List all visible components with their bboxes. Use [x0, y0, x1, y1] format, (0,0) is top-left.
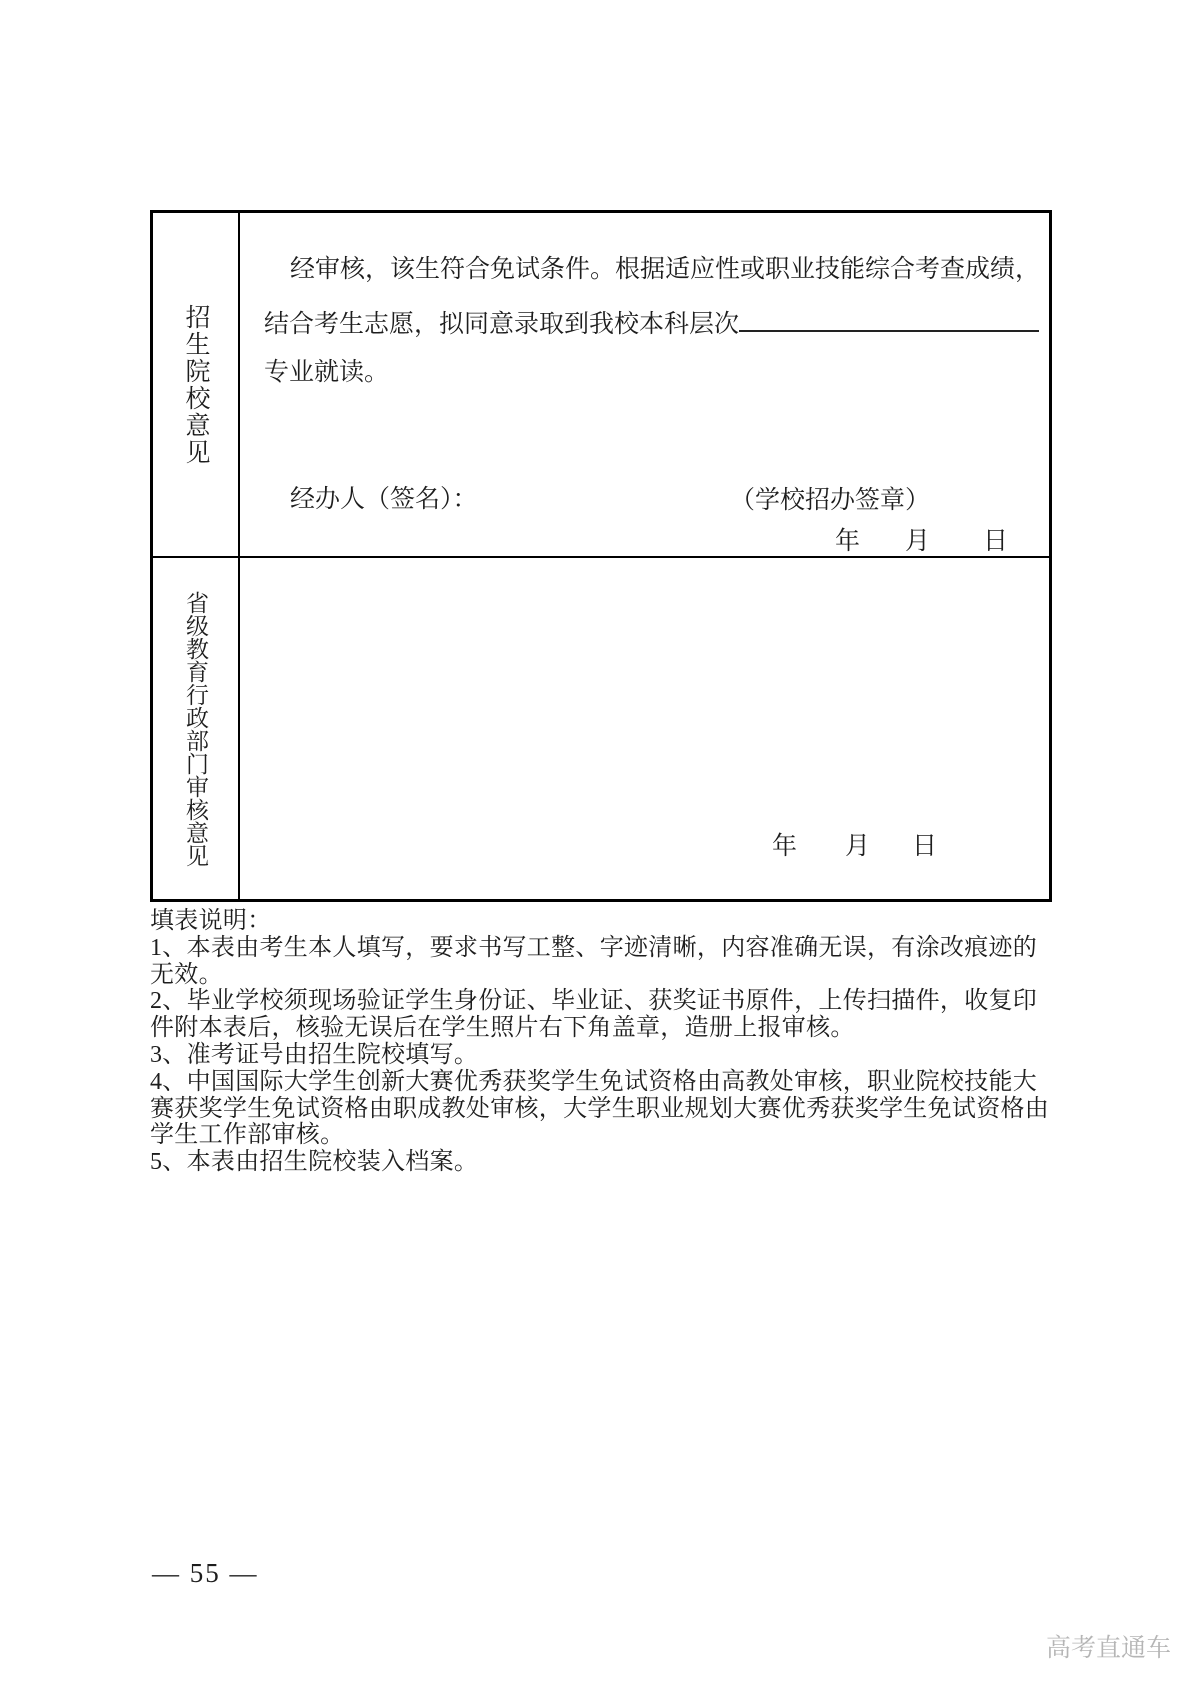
note-line-9: 5、本表由招生院校装入档案。	[150, 1149, 479, 1176]
form-instructions	[150, 908, 1050, 1176]
date-year-label: 年	[772, 833, 798, 860]
school-seal-label: （学校招办签章）	[730, 487, 931, 514]
date-month-label: 月	[905, 528, 931, 555]
table-row-admissions-opinion	[153, 213, 1049, 558]
row-header-cell	[153, 213, 240, 556]
notes-title: 填表说明：	[150, 908, 272, 934]
note-line-8: 学生工作部审核。	[150, 1122, 345, 1149]
note-line-1: 1、本表由考生本人填写，要求书写工整、字迹清晰，内容准确无误，有涂改痕迹的	[150, 934, 1038, 961]
date-day-label: 日	[912, 833, 938, 860]
note-line-3: 2、毕业学校须现场验证学生身份证、毕业证、获奖证书原件，上传扫描件，收复印	[150, 988, 1038, 1015]
row-header-cell	[153, 558, 240, 899]
note-line-7: 赛获奖学生免试资格由职成教处审核，大学生职业规划大赛优秀获奖学生免试资格由	[150, 1095, 1050, 1122]
date-day-label: 日	[983, 528, 1009, 555]
opinion-text-line-2-text: 结合考生志愿，拟同意录取到我校本科层次	[264, 311, 740, 338]
table-row-provincial-review	[153, 558, 1049, 899]
opinion-text-line-2	[264, 307, 1039, 340]
page-number: — 55 —	[152, 1558, 259, 1588]
date-year-label: 年	[835, 528, 861, 555]
admissions-opinion-content	[240, 213, 1049, 556]
note-line-4: 件附本表后，核验无误后在学生照片右下角盖章，造册上报审核。	[150, 1015, 855, 1042]
major-blank-underline	[739, 307, 1039, 332]
row-label-admissions-opinion: 招生院校意见	[182, 303, 209, 466]
opinion-text-line-1: 经审核，该生符合免试条件。根据适应性或职业技能综合考查成绩，	[290, 256, 1041, 283]
watermark-text: 高考直通车	[1046, 1635, 1172, 1662]
note-line-2: 无效。	[150, 961, 223, 988]
opinion-table	[150, 210, 1052, 902]
handler-signature-label: 经办人（签名）：	[290, 486, 478, 513]
row-label-provincial-review: 省级教育行政部门审核意见	[183, 590, 208, 867]
note-line-5: 3、准考证号由招生院校填写。	[150, 1041, 479, 1068]
provincial-review-content	[240, 558, 1049, 899]
date-month-label: 月	[845, 833, 871, 860]
note-line-6: 4、中国国际大学生创新大赛优秀获奖学生免试资格由高教处审核，职业院校技能大	[150, 1068, 1038, 1095]
opinion-text-line-3: 专业就读。	[264, 359, 390, 386]
